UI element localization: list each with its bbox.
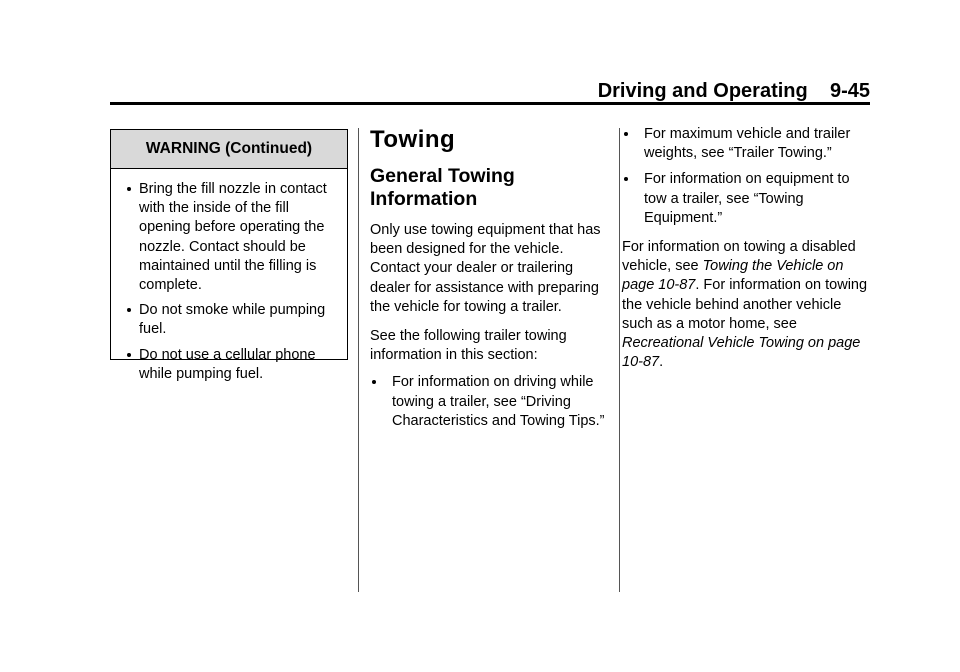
body-paragraph: See the following trailer towing information in this section: xyxy=(370,328,567,364)
bullet-icon xyxy=(624,177,628,181)
towing-column xyxy=(370,125,610,438)
cross-reference-link[interactable]: Recreational Vehicle Towing on page 10-87 xyxy=(622,335,861,371)
column-divider xyxy=(358,128,359,592)
warning-list xyxy=(111,169,347,384)
bullet-icon xyxy=(127,187,131,191)
list-item: For information on driving while towing a trailer, see “Driving Characteristics and Towing Tips.” xyxy=(392,373,610,431)
bullet-icon xyxy=(127,308,131,312)
subsection-title: General Towing Information xyxy=(370,165,515,210)
towing-info-list xyxy=(370,373,610,431)
column-divider xyxy=(619,128,620,592)
bullet-icon xyxy=(624,132,628,136)
warning-box xyxy=(110,129,348,382)
bullet-icon xyxy=(127,353,131,357)
towing-info-list xyxy=(622,125,874,228)
section-title: Towing xyxy=(370,126,456,153)
bullet-icon xyxy=(372,380,376,384)
page-header xyxy=(110,80,870,105)
page-number: 9-45 xyxy=(829,80,870,102)
list-item: For information on equipment to tow a trailer, see “Towing Equipment.” xyxy=(644,170,874,228)
body-paragraph: Only use towing equipment that has been designed for the vehicle. Contact your dealer or trailering dealer for assistance with preparing the vehicle for towing a trailer. xyxy=(370,222,601,315)
disabled-towing-paragraph: For information on towing a disabled vehicle, see Towing the Vehicle on page 10-87. For information on towing the vehicle behind another vehicle such as a motor home, see Recreational Vehicle Towing on page 10-87. xyxy=(622,239,868,371)
cross-reference-link[interactable]: Towing the Vehicle on page 10-87 xyxy=(622,258,844,294)
towing-column-continued xyxy=(622,125,874,372)
list-item: For maximum vehicle and trailer weights, see “Trailer Towing.” xyxy=(644,125,874,163)
warning-item: Bring the fill nozzle in contact with the inside of the fill opening before operating the nozzle. Contact should be maintained until the filling is complete. xyxy=(139,180,339,295)
warning-item: Do not smoke while pumping fuel. xyxy=(139,301,339,339)
warning-item: Do not use a cellular phone while pumping fuel. xyxy=(139,346,339,384)
warning-title: WARNING (Continued) xyxy=(111,130,347,169)
header-section-title: Driving and Operating xyxy=(597,80,808,102)
